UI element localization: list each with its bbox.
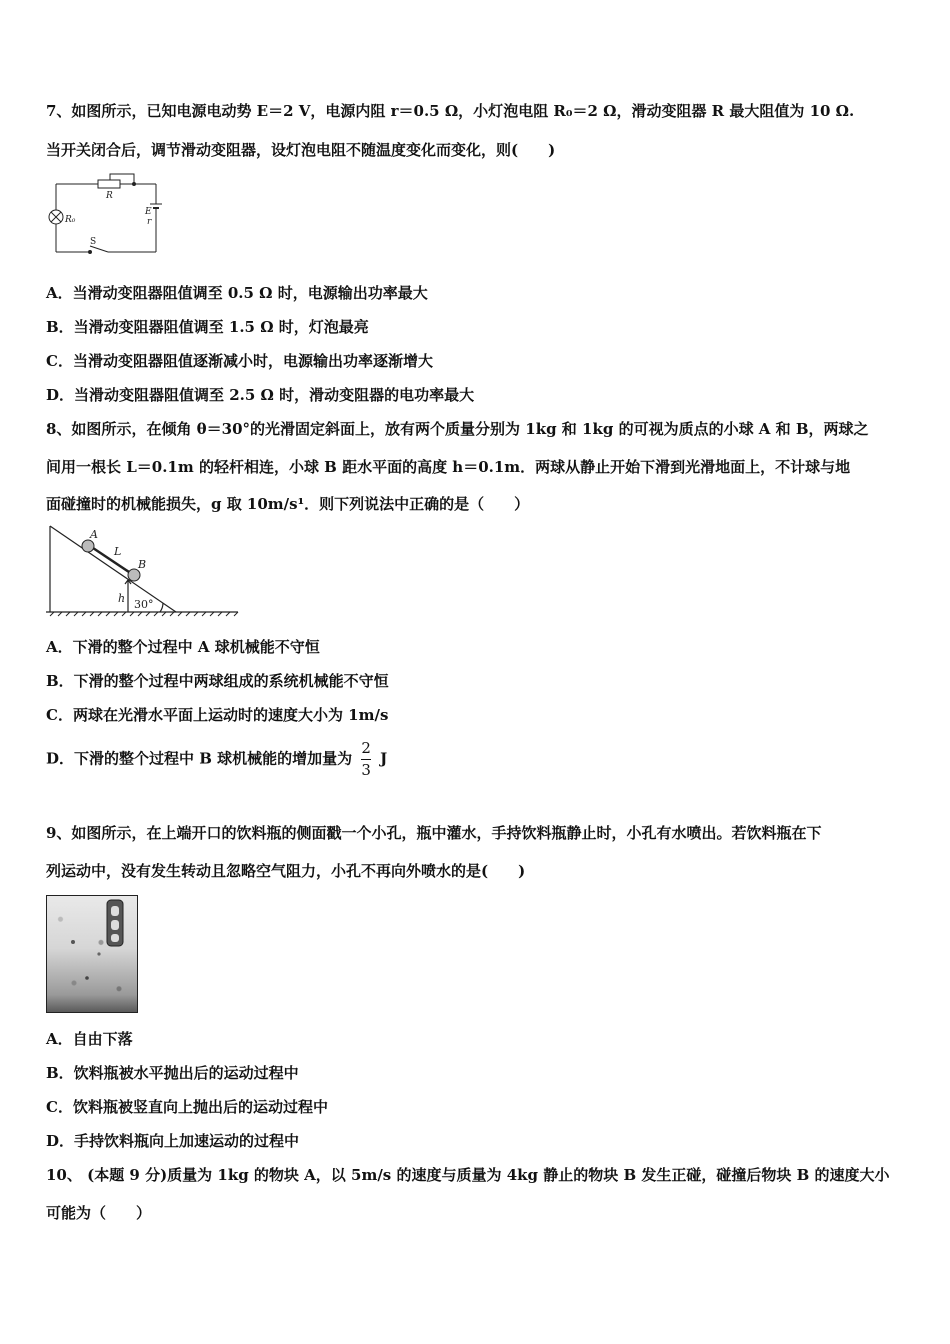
q8-incline-diagram — [46, 524, 241, 620]
q7-label-E: E — [145, 207, 152, 217]
q8-label-h: h — [118, 592, 126, 605]
q9-text-line2: 列运动中，没有发生转动且忽略空气阻力，小孔不再向外喷水的是( ) — [46, 862, 526, 880]
q7-label-R: R — [106, 191, 113, 201]
q8-fraction-numerator: 2 — [361, 739, 371, 757]
q9-option-a: A．自由下落 — [46, 1030, 133, 1048]
q7-circuit-diagram — [46, 170, 166, 260]
q8-option-c: C．两球在光滑水平面上运动时的速度大小为 1m/s — [46, 706, 389, 724]
q8-label-A: A — [90, 528, 98, 541]
q7-label-R0: R₀ — [65, 215, 76, 225]
q9-text-line1: 9、如图所示，在上端开口的饮料瓶的侧面戳一个小孔，瓶中灌水，手持饮料瓶静止时，小孔有水喷出。若饮料瓶在下 — [46, 824, 822, 842]
q8-text-line1: 8、如图所示，在倾角 θ＝30°的光滑固定斜面上，放有两个质量分别为 1kg 和 1kg 的可视为质点的小球 A 和 B，两球之 — [46, 420, 869, 438]
q9-bottle-photo — [46, 895, 138, 1013]
q7-text-line2: 当开关闭合后，调节滑动变阻器，设灯泡电阻不随温度变化而变化，则( ) — [46, 141, 556, 159]
q8-option-d-text: D．下滑的整个过程中 B 球机械能的增加量为 — [46, 749, 353, 768]
q8-option-d-unit: J — [380, 749, 388, 768]
q7-option-a: A．当滑动变阻器阻值调至 0.5 Ω 时，电源输出功率最大 — [46, 284, 428, 302]
q9-option-b: B．饮料瓶被水平抛出后的运动过程中 — [46, 1064, 299, 1082]
q10-text-line2: 可能为（ ） — [46, 1204, 152, 1222]
q7-text-line1: 7、如图所示，已知电源电动势 E＝2 V，电源内阻 r＝0.5 Ω，小灯泡电阻 R₀＝2 Ω，滑动变阻器 R 最大阻值为 10 Ω. — [46, 102, 855, 120]
q8-label-L: L — [114, 545, 122, 558]
q7-option-d: D．当滑动变阻器阻值调至 2.5 Ω 时，滑动变阻器的电功率最大 — [46, 386, 475, 404]
q8-label-angle: 30° — [134, 598, 154, 611]
q9-bottle-sketch — [47, 896, 137, 1012]
q8-text-line2: 间用一根长 L＝0.1m 的轻杆相连，小球 B 距水平面的高度 h＝0.1m．两球从静止开始下滑到光滑地面上，不计球与地 — [46, 458, 851, 476]
q8-option-d — [46, 740, 387, 779]
q8-option-a: A．下滑的整个过程中 A 球机械能不守恒 — [46, 638, 320, 656]
q8-option-b: B．下滑的整个过程中两球组成的系统机械能不守恒 — [46, 672, 389, 690]
q9-option-c: C．饮料瓶被竖直向上抛出后的运动过程中 — [46, 1098, 328, 1116]
q7-label-S: S — [90, 237, 97, 247]
q8-ball-a — [82, 540, 94, 552]
q8-text-line3: 面碰撞时的机械能损失，g 取 10m/s¹．则下列说法中正确的是（ ） — [46, 495, 530, 513]
q7-option-c: C．当滑动变阻器阻值逐渐减小时，电源输出功率逐渐增大 — [46, 352, 433, 370]
q7-option-b: B．当滑动变阻器阻值调至 1.5 Ω 时，灯泡最亮 — [46, 318, 369, 336]
q8-label-B: B — [138, 558, 147, 571]
q9-option-d: D．手持饮料瓶向上加速运动的过程中 — [46, 1132, 300, 1150]
q10-text-line1: 10、 (本题 9 分)质量为 1kg 的物块 A，以 5m/s 的速度与质量为 4kg 静止的物块 B 发生正碰，碰撞后物块 B 的速度大小 — [46, 1166, 890, 1184]
q8-option-d-fraction — [361, 740, 371, 779]
q8-fraction-denominator: 3 — [361, 761, 371, 779]
q7-label-r: r — [147, 217, 152, 227]
